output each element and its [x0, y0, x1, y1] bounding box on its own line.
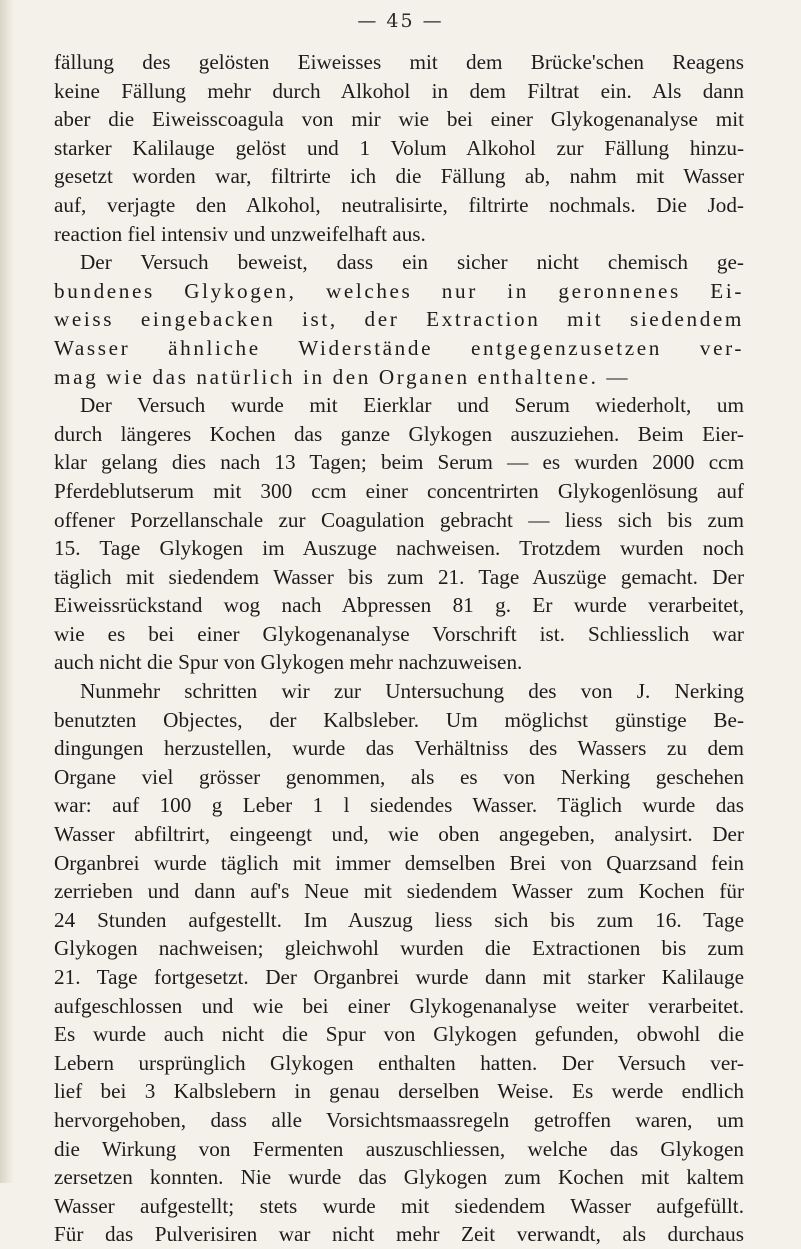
text-line: benutzten Objectes, der Kalbsleber. Um möglichst günstige Be- — [54, 707, 744, 732]
text-line: 21. Tage fortgesetzt. Der Organbrei wurde dann mit starker Kalilauge — [54, 965, 744, 989]
text-line: Eiweissrückstand wog nach Abpressen 81 g. Er wurde verarbeitet, — [54, 593, 744, 618]
text-line: aufgeschlossen und wie bei einer Glykogenanalyse weiter verarbeitet. — [54, 993, 744, 1018]
text-line: 15. Tage Glykogen im Auszuge nachweisen. Trotzdem wurden noch — [54, 536, 744, 561]
text-line: Wasser aufgestellt; stets wurde mit siedendem Wasser aufgefüllt. — [54, 1193, 744, 1218]
text-line: dingungen herzustellen, wurde das Verhältniss des Wassers zu dem — [54, 736, 744, 761]
text-line: wie es bei einer Glykogenanalyse Vorschrift ist. Schliesslich war — [54, 621, 744, 646]
paragraph-4 — [54, 677, 744, 1249]
text-line: aber die Eiweisscoagula von mir wie bei einer Glykogenanalyse mit — [54, 107, 744, 132]
text-line: keine Fällung mehr durch Alkohol in dem Filtrat ein. Als dann — [54, 78, 744, 103]
text-line: zersetzen konnten. Nie wurde das Glykogen zum Kochen mit kaltem — [54, 1165, 744, 1190]
text-line: war: auf 100 g Leber 1 l siedendes Wasser. Täglich wurde das — [54, 793, 744, 818]
text-line: offener Porzellanschale zur Coagulation gebracht — liess sich bis zum — [54, 507, 744, 532]
text-line: Wasser ähnliche Widerstände entgegenzusetzen ver- — [54, 335, 744, 360]
text-line: Lebern ursprünglich Glykogen enthalten hatten. Der Versuch ver- — [54, 1050, 744, 1075]
text-line: klar gelang dies nach 13 Tagen; beim Serum — es wurden 2000 ccm — [54, 450, 744, 475]
text-line: auf, verjagte den Alkohol, neutralisirte, filtrirte nochmals. Die Jod- — [54, 192, 744, 217]
text-line: Organe viel grösser genommen, als es von Nerking geschehen — [54, 764, 744, 789]
text-line: zerrieben und dann auf's Neue mit siedendem Wasser zum Kochen für — [54, 879, 744, 904]
text-line: Glykogen nachweisen; gleichwohl wurden die Extractionen bis zum — [54, 936, 744, 961]
text-line: auch nicht die Spur von Glykogen mehr nachzuweisen. — [54, 650, 523, 675]
paragraph-1 — [54, 48, 744, 248]
text-line: täglich mit siedendem Wasser bis zum 21. Tage Auszüge gemacht. Der — [54, 564, 744, 589]
text-line: bundenes Glykogen, welches nur in geronnenes Ei- — [54, 278, 744, 303]
text-line: Es wurde auch nicht die Spur von Glykogen gefunden, obwohl die — [54, 1022, 744, 1047]
text-line: die Wirkung von Fermenten auszuschliessen, welche das Glykogen — [54, 1136, 744, 1161]
scan-binding-shadow — [0, 0, 14, 1183]
text-line: lief bei 3 Kalbslebern in genau derselben Weise. Es werde endlich — [54, 1079, 744, 1104]
text-line: starker Kalilauge gelöst und 1 Volum Alkohol zur Fällung hinzu- — [54, 135, 744, 160]
paragraph-3 — [54, 391, 744, 677]
body-text — [54, 48, 744, 1249]
text-line: reaction fiel intensiv und unzweifelhaft aus. — [54, 221, 426, 246]
text-line: Der Versuch wurde mit Eierklar und Serum wiederholt, um — [80, 393, 744, 418]
page-number: — 45 — — [357, 10, 444, 32]
text-line: Organbrei wurde täglich mit immer demselben Brei von Quarzsand fein — [54, 850, 744, 875]
text-line: Pferdeblutserum mit 300 ccm einer concentrirten Glykogenlösung auf — [54, 478, 744, 503]
text-line: Der Versuch beweist, dass ein sicher nicht chemisch ge- — [80, 250, 744, 275]
paragraph-2-spaced-emphasis — [54, 248, 744, 391]
text-line: mag wie das natürlich in den Organen enthaltene. — — [54, 364, 631, 389]
text-line: fällung des gelösten Eiweisses mit dem Brücke'schen Reagens — [54, 50, 744, 74]
text-line: gesetzt worden war, filtrirte ich die Fällung ab, nahm mit Wasser — [54, 164, 744, 189]
text-line: Nunmehr schritten wir zur Untersuchung des von J. Nerking — [80, 679, 744, 704]
text-line: Für das Pulverisiren war nicht mehr Zeit verwandt, als durchaus — [54, 1222, 744, 1247]
text-line: Wasser abfiltrirt, eingeengt und, wie oben angegeben, analysirt. Der — [54, 822, 744, 847]
text-line: 24 Stunden aufgestellt. Im Auszug liess sich bis zum 16. Tage — [54, 907, 744, 932]
text-line: hervorgehoben, dass alle Vorsichtsmaassregeln getroffen waren, um — [54, 1107, 744, 1132]
text-line: durch längeres Kochen das ganze Glykogen auszuziehen. Beim Eier- — [54, 421, 744, 446]
text-line: weiss eingebacken ist, der Extraction mit siedendem — [54, 307, 744, 332]
